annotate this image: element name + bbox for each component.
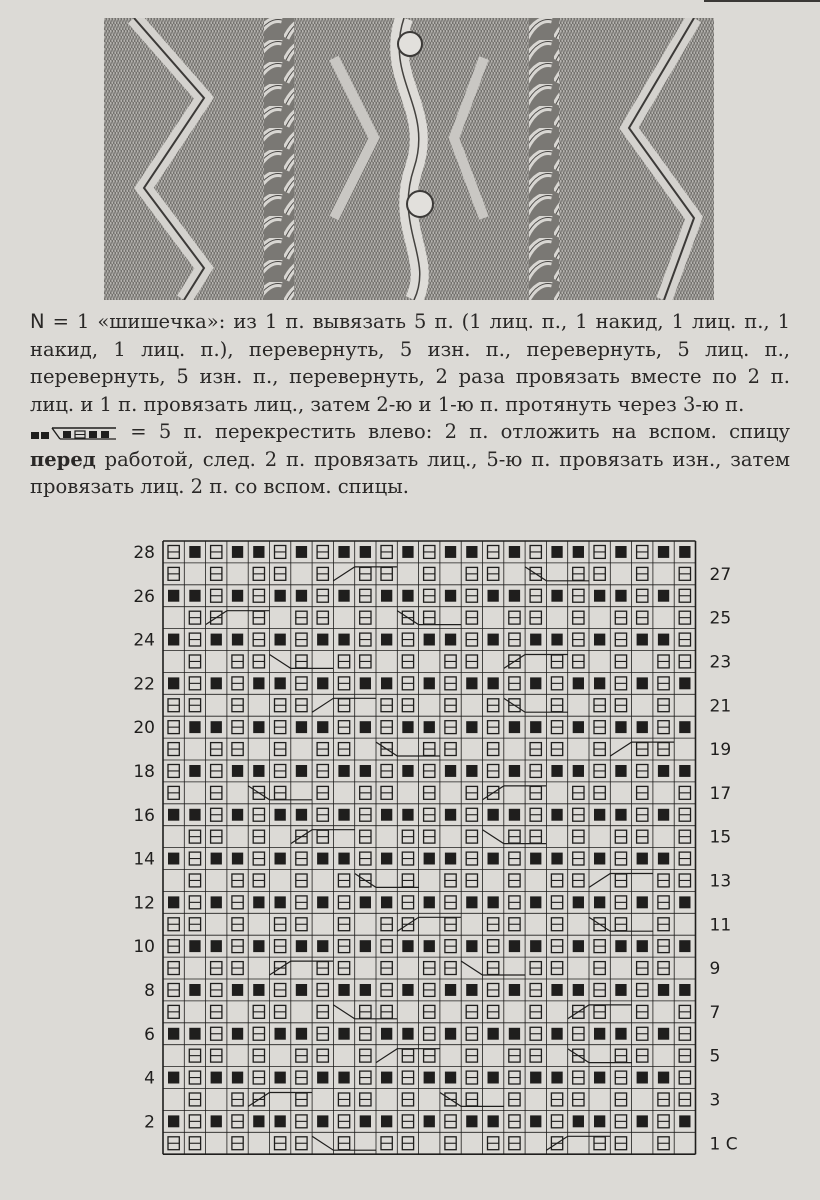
knit-stitch xyxy=(253,896,264,908)
knit-stitch xyxy=(637,1115,648,1127)
row-number-right: 17 xyxy=(709,783,732,804)
knit-stitch xyxy=(637,677,648,689)
knit-stitch xyxy=(402,940,413,952)
knit-stitch xyxy=(530,721,541,733)
knit-stitch xyxy=(189,984,200,996)
row-number-right: 15 xyxy=(709,827,732,848)
knit-stitch xyxy=(424,677,435,689)
knit-stitch xyxy=(275,896,286,908)
knit-stitch xyxy=(488,1115,499,1127)
knit-stitch xyxy=(445,634,456,646)
knit-stitch xyxy=(253,721,264,733)
row-number-right: 21 xyxy=(709,696,732,717)
knit-stitch xyxy=(296,809,307,821)
knit-stitch xyxy=(445,984,456,996)
knit-stitch xyxy=(679,984,690,996)
cross-instruction xyxy=(30,418,790,501)
knit-stitch xyxy=(551,634,562,646)
knit-stitch xyxy=(637,896,648,908)
knit-stitch xyxy=(402,590,413,602)
knit-stitch xyxy=(360,984,371,996)
knit-stitch xyxy=(189,590,200,602)
knit-stitch xyxy=(402,546,413,558)
knit-stitch xyxy=(402,721,413,733)
knit-stitch xyxy=(488,853,499,865)
knit-stitch xyxy=(253,940,264,952)
cross-text-b: работой, след. 2 п. провязать лиц., 5-ю п. провязать изн., затем провязать лиц. 2 п. со вспом. спицы. xyxy=(30,447,790,498)
knit-stitch xyxy=(296,590,307,602)
knit-stitch xyxy=(232,1028,243,1040)
knit-stitch xyxy=(232,984,243,996)
knit-stitch xyxy=(509,809,520,821)
knit-stitch xyxy=(168,853,179,865)
knitted-sample-photo xyxy=(104,18,714,300)
knit-stitch xyxy=(338,634,349,646)
knit-stitch xyxy=(658,853,669,865)
knit-stitch xyxy=(573,896,584,908)
knit-stitch xyxy=(445,1072,456,1084)
knit-stitch xyxy=(338,853,349,865)
knit-stitch xyxy=(275,1115,286,1127)
knit-stitch xyxy=(658,809,669,821)
knit-stitch xyxy=(381,853,392,865)
knit-stitch xyxy=(466,940,477,952)
knit-stitch xyxy=(168,677,179,689)
knit-stitch xyxy=(594,1115,605,1127)
knit-stitch xyxy=(594,809,605,821)
knit-stitch xyxy=(338,1072,349,1084)
knit-stitch xyxy=(637,853,648,865)
knit-stitch xyxy=(381,896,392,908)
knit-stitch xyxy=(317,1115,328,1127)
knit-stitch xyxy=(679,677,690,689)
knit-stitch xyxy=(168,896,179,908)
knit-stitch xyxy=(232,765,243,777)
knit-stitch xyxy=(466,896,477,908)
knit-stitch xyxy=(424,634,435,646)
knit-stitch xyxy=(658,1072,669,1084)
row-number-left: 16 xyxy=(133,805,155,826)
knit-stitch xyxy=(381,677,392,689)
knit-stitch xyxy=(211,940,222,952)
pattern-description xyxy=(30,308,790,501)
knit-stitch xyxy=(232,546,243,558)
knit-stitch xyxy=(253,677,264,689)
knit-stitch xyxy=(530,1072,541,1084)
knit-stitch xyxy=(253,984,264,996)
knit-stitch xyxy=(615,984,626,996)
knit-stitch xyxy=(488,809,499,821)
knit-stitch xyxy=(360,546,371,558)
knit-stitch xyxy=(594,634,605,646)
knit-stitch xyxy=(317,634,328,646)
knit-stitch xyxy=(551,546,562,558)
knit-stitch xyxy=(275,809,286,821)
knit-stitch xyxy=(381,1072,392,1084)
row-number-left: 2 xyxy=(144,1112,155,1133)
knit-stitch xyxy=(658,765,669,777)
knit-stitch xyxy=(445,590,456,602)
knit-stitch xyxy=(360,1115,371,1127)
bobble-text: = 1 «шишечка»: из 1 п. вывязать 5 п. (1 лиц. п., 1 накид, 1 лиц. п., 1 накид, 1 лиц. п.), перевернуть, 5 изн. п., перевернуть, 5 лиц. п., перевернуть, 5 изн. п., перевернуть, 2 раза провязать вместе по 2 п. лиц. и 1 п. провязать лиц., затем 2-ю и 1-ю п. протянуть через 3-ю п. xyxy=(30,310,791,416)
knit-stitch xyxy=(488,634,499,646)
knit-stitch xyxy=(573,940,584,952)
knit-stitch xyxy=(381,634,392,646)
knit-stitch xyxy=(445,1028,456,1040)
knit-stitch xyxy=(466,677,477,689)
knit-stitch xyxy=(551,984,562,996)
knit-stitch xyxy=(658,590,669,602)
row-number-left: 24 xyxy=(133,630,155,651)
knit-stitch xyxy=(551,809,562,821)
knit-stitch xyxy=(275,1028,286,1040)
knit-stitch xyxy=(658,984,669,996)
knit-stitch xyxy=(445,765,456,777)
knit-stitch xyxy=(296,721,307,733)
row-number-right: 27 xyxy=(709,564,732,585)
knit-stitch xyxy=(189,765,200,777)
knit-stitch xyxy=(594,677,605,689)
knit-stitch xyxy=(381,590,392,602)
knit-stitch xyxy=(424,1072,435,1084)
knit-stitch xyxy=(615,765,626,777)
knit-stitch xyxy=(679,721,690,733)
knit-stitch xyxy=(466,721,477,733)
knit-stitch xyxy=(168,590,179,602)
knit-stitch xyxy=(445,853,456,865)
knit-stitch xyxy=(338,590,349,602)
knit-stitch xyxy=(509,940,520,952)
knit-stitch xyxy=(573,721,584,733)
row-number-right: 7 xyxy=(709,1002,721,1023)
knit-stitch xyxy=(275,1072,286,1084)
knit-stitch xyxy=(211,853,222,865)
knit-stitch xyxy=(211,677,222,689)
knit-stitch xyxy=(360,765,371,777)
row-number-right: 5 xyxy=(709,1046,721,1067)
knit-stitch xyxy=(232,809,243,821)
row-number-left: 14 xyxy=(133,849,155,870)
knit-stitch xyxy=(232,853,243,865)
row-number-left: 10 xyxy=(133,937,155,958)
knit-stitch xyxy=(594,896,605,908)
knit-stitch xyxy=(317,940,328,952)
knit-stitch xyxy=(275,853,286,865)
row-number-left: 28 xyxy=(133,542,155,563)
knitting-chart xyxy=(120,535,760,1175)
knit-stitch xyxy=(338,984,349,996)
knit-stitch xyxy=(445,546,456,558)
row-number-right: 13 xyxy=(709,871,732,892)
row-number-left: 22 xyxy=(133,674,155,695)
knit-stitch xyxy=(296,1028,307,1040)
cross-text-a: = 5 п. перекрестить влево: 2 п. отложить на вспом. спицу xyxy=(130,420,790,443)
row-number-left: 18 xyxy=(133,761,155,782)
knit-stitch xyxy=(637,940,648,952)
knit-stitch xyxy=(573,677,584,689)
row-number-right: 3 xyxy=(709,1090,721,1111)
row-number-right: 1 С xyxy=(709,1134,738,1155)
knit-stitch xyxy=(211,1115,222,1127)
row-number-right: 19 xyxy=(709,740,732,761)
knit-stitch xyxy=(509,721,520,733)
knit-stitch xyxy=(168,634,179,646)
knit-stitch xyxy=(615,590,626,602)
knit-stitch xyxy=(658,546,669,558)
knit-stitch xyxy=(253,1115,264,1127)
knit-stitch xyxy=(551,765,562,777)
knit-stitch xyxy=(466,1115,477,1127)
knit-stitch xyxy=(615,546,626,558)
knit-stitch xyxy=(338,765,349,777)
knit-stitch xyxy=(488,677,499,689)
knit-stitch xyxy=(402,765,413,777)
knit-stitch xyxy=(488,590,499,602)
knit-stitch xyxy=(168,1028,179,1040)
knit-stitch xyxy=(573,765,584,777)
knit-stitch xyxy=(253,765,264,777)
knit-stitch xyxy=(402,809,413,821)
knit-stitch xyxy=(466,546,477,558)
knit-stitch xyxy=(573,546,584,558)
knit-stitch xyxy=(594,1028,605,1040)
knit-stitch xyxy=(488,1072,499,1084)
row-number-left: 6 xyxy=(144,1024,155,1045)
knit-stitch xyxy=(381,1115,392,1127)
knit-stitch xyxy=(232,590,243,602)
knit-stitch xyxy=(317,1072,328,1084)
knit-stitch xyxy=(509,984,520,996)
bobble-instruction xyxy=(30,308,790,418)
knit-stitch xyxy=(488,896,499,908)
row-number-left: 8 xyxy=(144,980,155,1001)
knit-stitch xyxy=(551,853,562,865)
cross-left-symbol-icon xyxy=(30,426,118,440)
knit-stitch xyxy=(424,896,435,908)
knit-stitch xyxy=(615,940,626,952)
knit-stitch xyxy=(189,546,200,558)
knit-stitch xyxy=(530,853,541,865)
knit-stitch xyxy=(211,721,222,733)
knit-stitch xyxy=(637,721,648,733)
knit-stitch xyxy=(637,634,648,646)
knit-stitch xyxy=(679,896,690,908)
knit-stitch xyxy=(679,1115,690,1127)
bobble-symbol: N xyxy=(30,310,45,333)
knit-stitch xyxy=(296,940,307,952)
knit-stitch xyxy=(381,1028,392,1040)
knit-stitch xyxy=(402,984,413,996)
knit-stitch xyxy=(275,590,286,602)
knit-stitch xyxy=(573,1115,584,1127)
knit-stitch xyxy=(360,677,371,689)
knit-stitch xyxy=(615,721,626,733)
knit-stitch xyxy=(232,634,243,646)
knit-stitch xyxy=(211,634,222,646)
row-number-left: 4 xyxy=(144,1068,155,1089)
knit-stitch xyxy=(615,809,626,821)
knit-stitch xyxy=(296,984,307,996)
knit-stitch xyxy=(466,765,477,777)
knit-stitch xyxy=(594,1072,605,1084)
knit-stitch xyxy=(530,896,541,908)
knit-stitch xyxy=(317,853,328,865)
knit-stitch xyxy=(296,546,307,558)
knit-stitch xyxy=(530,677,541,689)
knit-stitch xyxy=(509,546,520,558)
knit-stitch xyxy=(168,1115,179,1127)
knit-stitch xyxy=(317,896,328,908)
knit-stitch xyxy=(168,809,179,821)
row-number-left: 20 xyxy=(133,718,155,739)
knit-stitch xyxy=(275,634,286,646)
knit-stitch xyxy=(551,1028,562,1040)
knit-stitch xyxy=(424,940,435,952)
row-number-right: 25 xyxy=(709,608,732,629)
knit-stitch xyxy=(551,1072,562,1084)
knit-stitch xyxy=(253,546,264,558)
knit-stitch xyxy=(189,809,200,821)
knit-stitch xyxy=(275,677,286,689)
knit-stitch xyxy=(211,896,222,908)
knit-stitch xyxy=(488,1028,499,1040)
knit-stitch xyxy=(424,721,435,733)
row-number-right: 23 xyxy=(709,652,732,673)
knit-stitch xyxy=(402,1028,413,1040)
knit-stitch xyxy=(573,984,584,996)
row-number-left: 12 xyxy=(133,893,155,914)
row-number-right: 9 xyxy=(709,959,721,980)
knit-stitch xyxy=(594,853,605,865)
knit-stitch xyxy=(317,721,328,733)
knit-stitch xyxy=(594,590,605,602)
knit-stitch xyxy=(509,1028,520,1040)
knit-stitch xyxy=(317,677,328,689)
knit-stitch xyxy=(338,1028,349,1040)
knit-stitch xyxy=(637,1072,648,1084)
knit-stitch xyxy=(509,590,520,602)
knit-stitch xyxy=(189,940,200,952)
knit-stitch xyxy=(296,765,307,777)
knit-stitch xyxy=(189,721,200,733)
knit-stitch xyxy=(232,1072,243,1084)
knit-stitch xyxy=(360,940,371,952)
knit-stitch xyxy=(551,590,562,602)
knit-stitch xyxy=(338,546,349,558)
knit-stitch xyxy=(360,721,371,733)
knit-stitch xyxy=(658,634,669,646)
cross-bold-word: перед xyxy=(30,447,96,471)
knit-stitch xyxy=(424,853,435,865)
row-number-left: 26 xyxy=(133,586,155,607)
knitting-chart-grid xyxy=(120,535,760,1175)
knit-stitch xyxy=(679,546,690,558)
knit-stitch xyxy=(658,1028,669,1040)
knit-stitch xyxy=(679,765,690,777)
knit-stitch xyxy=(530,940,541,952)
knit-stitch xyxy=(445,809,456,821)
knit-stitch xyxy=(615,1028,626,1040)
knit-stitch xyxy=(466,984,477,996)
knit-stitch xyxy=(381,809,392,821)
knit-stitch xyxy=(424,1115,435,1127)
knit-stitch xyxy=(530,1115,541,1127)
knit-stitch xyxy=(211,1072,222,1084)
knit-stitch xyxy=(509,765,520,777)
knit-stitch xyxy=(530,634,541,646)
row-number-right: 11 xyxy=(709,915,732,936)
page-top-rule xyxy=(704,0,820,2)
knit-stitch xyxy=(189,1028,200,1040)
knit-stitch xyxy=(679,940,690,952)
knit-stitch xyxy=(338,809,349,821)
knit-stitch xyxy=(360,896,371,908)
knit-stitch xyxy=(168,1072,179,1084)
